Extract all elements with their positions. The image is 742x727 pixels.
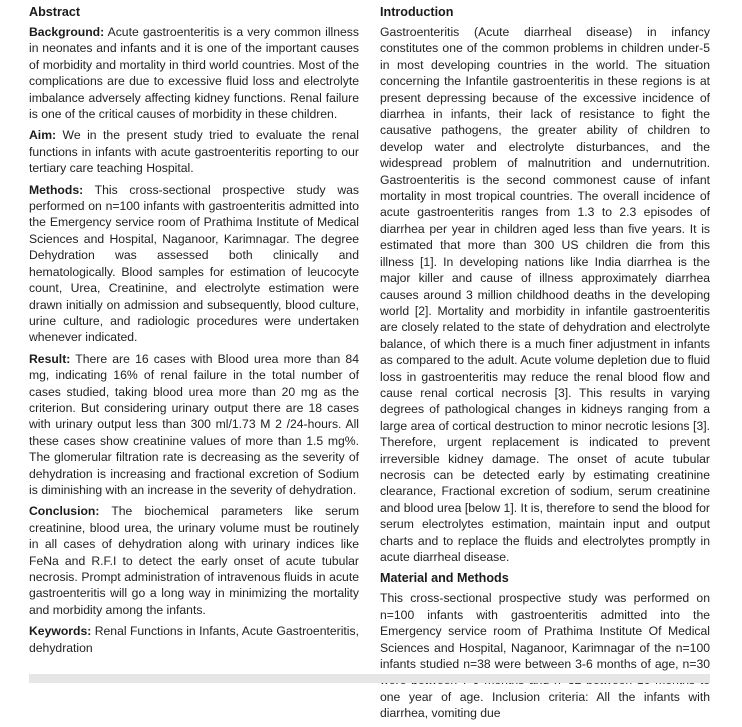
abstract-conclusion xyxy=(29,503,359,618)
aim-text: We in the present study tried to evaluate the renal functions in infants with acute gastroenteritis reporting to our tertiary care teaching Hospital. xyxy=(29,128,359,176)
background-text: Acute gastroenteritis is a very common illness in neonates and infants and it is one of the important causes of morbidity and mortality in third world countries. Most of the complications are due to excessive fluid loss and electrolyte imbalance adversely affecting kidney functions. Renal failure is one of the critical causes of morbidity in these children. xyxy=(29,25,359,122)
methods-text: This cross-sectional prospective study was performed on n=100 infants with gastroenteritis admitted into the Emergency service room of Prathima Institute of Medical Sciences and Hospital, Naganoor, Karimnagar. The degree Dehydration was assessed both clinically and hematologically. Blood samples for estimation of leucocyte count, Urea, Creatinine, and electrolyte estimation were drawn initially on admission and subsequently, blood culture, urine culture, and radiologic procedures were undertaken whenever indicated. xyxy=(29,182,359,345)
page-footer-bar xyxy=(29,674,710,683)
result-text: There are 16 cases with Blood urea more than 84 mg, indicating 16% of renal failure in the total number of cases studied, taking blood urea more than 20 mg as the criterion. But considering urinary output there are 18 cases with urinary output less than 300 ml/1.73 M 2 /24-hours. All these cases show creatinine values of more than 1.5 mg%. The glomerular filtration rate is decreasing as the severity of dehydration is increasing and fractional excretion of Sodium is diminishing with an increase in the severity of dehydration. xyxy=(29,351,359,497)
body-column xyxy=(380,4,710,727)
introduction-text: Gastroenteritis (Acute diarrheal disease) in infancy constitutes one of the common problems in children under-5 in most developing countries in the world. The situation concerning the Infantile gastroenteritis in these regions is at present depressing because of the excessive incidence of diarrhea in infants, their lack of resistance to fight the causative pathogens, the greater ability of children to develop water and electrolyte disturbances, and the widespread problem of malnutrition and undernutrition. Gastroenteritis is the second commonest cause of infant mortality in most tropical countries. The overall incidence of acute gastroenteritis ranges from 1.3 to 2.3 episodes of diarrhea per year in children aged less than five years. It is estimated that more than 300 US children die from this illness [1]. In developing nations like India diarrhea is the major killer and cause of illness approximately diarrhea causes around 3 million childhood deaths in the developing world [2]. Mortality and morbidity in infantile gastroenteritis are closely related to the state of dehydration and electrolyte balance, of which there is a much finer adjustment in infants as compared to the adult. Acute volume depletion due to fluid loss in gastroenteritis may reduce the renal blood flow and cause renal cortical necrosis [3]. This results in varying degrees of pathological changes in kidneys ranging from a large area of cortical destruction to minor necrotic lesions [3]. Therefore, urgent replacement is indicated to prevent irreversible kidney damage. The onset of acute tubular necrosis can be detected early by estimating creatinine clearance, Fractional excretion of sodium, serum creatinine and blood urea [below 1]. It is, therefore to send the blood for serum electrolytes estimation, maintain input and output charts and to replace the fluids and electrolytes promptly in acute diarrheal disease. xyxy=(380,25,710,564)
conclusion-label: Conclusion: xyxy=(29,504,100,519)
result-label: Result: xyxy=(29,351,71,366)
methods-label: Methods: xyxy=(29,182,84,197)
abstract-heading: Abstract xyxy=(29,5,81,19)
background-label: Background: xyxy=(29,25,105,39)
introduction-heading: Introduction xyxy=(380,5,454,19)
aim-label: Aim: xyxy=(29,128,57,143)
keywords-label: Keywords: xyxy=(29,624,92,639)
conclusion-text: The biochemical parameters like serum creatinine, blood urea, the urinary volume must be routinely in all cases of dehydration along with urinary indices like FeNa and R.F.I to detect the early onset of acute tubular necrosis. Prompt administration of intravenous fluids in acute gastroenteritis will go a long way in minimizing the mortality and morbidity among the infants. xyxy=(29,504,359,617)
abstract-result xyxy=(29,351,359,499)
abstract-column xyxy=(29,4,359,661)
material-methods-heading: Material and Methods xyxy=(380,571,509,586)
abstract-methods xyxy=(29,182,359,346)
abstract-background xyxy=(29,24,359,122)
abstract-keywords xyxy=(29,623,359,656)
material-methods-text: This cross-sectional prospective study was performed on n=100 infants with gastroenteritis admitted into the Emergency service room of Prathima Institute Of Medical Sciences and Hospital, Naganoor, Karimnagar of the n=100 infants studied n=38 were between 3-6 months of age, n=30 one year of age. Inclusion criteria: All the infants with diarrhea, vomiting due xyxy=(380,591,710,721)
abstract-aim xyxy=(29,127,359,176)
keywords-text: Renal Functions in Infants, Acute Gastroenteritis, dehydration xyxy=(29,624,359,655)
